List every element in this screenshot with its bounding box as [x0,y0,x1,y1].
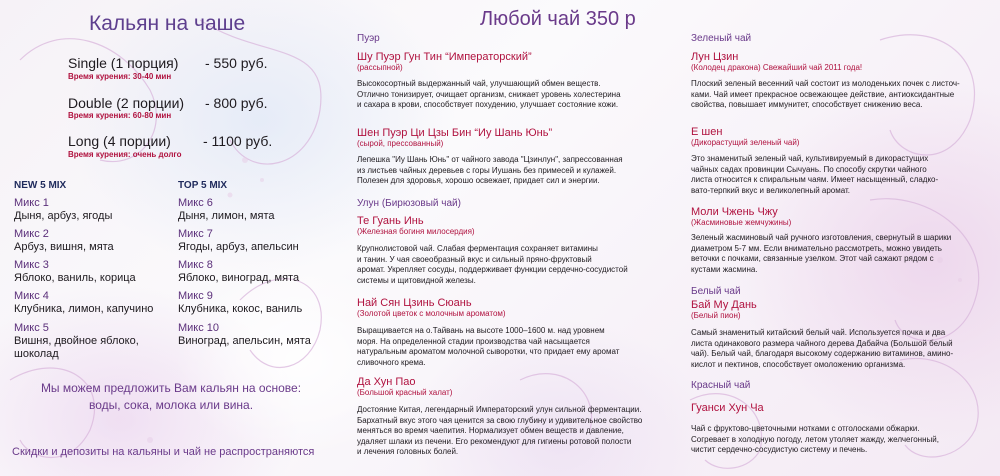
tea-subtitle: (Большой красный халат) [357,388,453,397]
new-mix-item-5 [14,322,139,361]
tea-name: Най Сян Цзинь Сюань [357,297,472,309]
tea-entry-e-shen [691,126,981,196]
category-white: Белый чай [691,286,741,297]
description-line: Чай с фруктово-цветочными нотками с отголосками обжарки. [691,424,920,433]
mix-name: Микс 7 [178,228,213,240]
description-line: Плоский зеленый весенний чай состоит из молоденьких почек с листоч- [691,79,960,88]
description-line: сливочного крема. [357,357,426,367]
tea-description [357,79,662,111]
mix-name: Микс 10 [178,322,220,334]
mix-desc: Вишня, двойное яблоко, [14,335,139,347]
mix-desc: Арбуз, вишня, мята [14,241,114,253]
description-line: ками. Чай имеет прекрасное освежающее действие, антиоксидантные [691,89,955,99]
description-line: листа относится к спиральным чаям. Имеет насыщенный, сладко- [691,175,939,184]
category-puer: Пуэр [357,33,380,44]
tea-description [691,328,981,370]
description-line: Достояние Китая, легендарный Императорский улун сильной ферментации. [357,405,642,414]
tea-subtitle: (сырой, прессованный) [357,139,444,148]
offer-line-2: воды, сока, молока или вина. [88,398,254,412]
description-line: Самый знаменитый китайский белый чай. Используется почка и два [691,328,946,337]
description-line: кислот и пектинов, способствует омоложению организма. [691,359,906,369]
description-line: Отлично тонизирует, очищает организм, снижает уровень холестерина [357,89,621,99]
tea-name: Е шен [691,126,723,138]
description-line: системы и щитовидной железы. [357,275,476,285]
tea-description [357,326,662,368]
price-single-name: Single (1 порция) [68,55,179,71]
tea-entry-bai-mu-dan [691,299,981,370]
mix-desc: Ягоды, арбуз, апельсин [178,241,299,253]
description-line: вато-терпкий вкус и великолепный аромат. [691,185,851,195]
tea-name: Моли Чжень Чжу [691,206,778,218]
description-line: и сахара в крови, способствует похудению, улучшает состояние кожи. [357,100,619,109]
mix-desc: Дыня, лимон, мята [178,210,275,222]
tea-entry-nai-syan [357,297,662,368]
tea-description [357,405,662,458]
mix-desc: Яблоко, ваниль, корица [14,272,136,284]
tea-subtitle: (Жасминовые жемчужины) [691,218,792,227]
tea-description [691,233,981,275]
description-line: чай). Белый чай, благодаря высокому содержанию витаминов, амино- [691,349,954,358]
offer-text [26,380,316,414]
tea-entry-moli-chzhen-chzhu [691,206,981,275]
tea-name: Те Гуань Инь [357,215,424,227]
tea-subtitle: (Дикорастущий зеленый чай) [691,138,800,147]
top-mix-item-8 [178,259,299,285]
tea-name: Шен Пуэр Ци Цзы Бин “Иу Шань Юнь” [357,127,553,139]
new-mix-item-3 [14,259,136,285]
price-single-value: - 550 руб. [205,55,268,71]
price-double-value: - 800 руб. [205,95,268,111]
description-line: диаметром 5-7 мм. Если внимательно рассмотреть, можно увидеть [691,243,942,253]
tea-description [357,155,662,187]
top-mix-item-7 [178,228,299,254]
new-mix-heading: NEW 5 MIX [14,180,67,191]
description-line: аромат. Укрепляет сосуды, поддерживает функции сердечно-сосудистой [357,265,628,274]
price-long-name: Long (4 порции) [68,133,171,149]
description-line: натуральным ароматом молочной сыворотки, что придает ему аромат [357,347,620,356]
mix-name: Микс 5 [14,322,49,334]
description-line: Высокосортный выдержанный чай, улучшающий обмен веществ. [357,79,601,88]
new-mix-item-2 [14,228,114,254]
description-line: и лечения головных болей. [357,447,459,456]
description-line: Крупнолистовой чай. Слабая ферментация сохраняет витамины [357,244,598,253]
description-line: удаляет шлаки из печени. Его рекомендуют для гигиены ротовой полости [357,436,632,446]
description-line: Это знаменитый зеленый чай, культивируемый в дикорастущих [691,154,929,163]
mix-name: Микс 6 [178,197,213,209]
mix-name: Микс 1 [14,197,49,209]
tea-entry-lun-czin [691,51,981,111]
mix-name: Микс 9 [178,290,213,302]
tea-subtitle: (рассыпной) [357,63,403,72]
tea-entry-da-hun-pao [357,376,662,458]
description-line: Лепешка "Иу Шань Юнь" от чайного завода "Цзинлун", запрессованная [357,155,623,164]
tea-entry-guansi-hun-cha [691,402,981,456]
tea-description [691,154,981,196]
tea-description [691,424,981,456]
tea-description [357,244,662,286]
price-double-time: Время курения: 60-80 мин [68,111,172,120]
category-green: Зеленый чай [691,33,752,44]
price-long-value: - 1100 руб. [203,133,273,149]
new-mix-item-4 [14,290,153,316]
tea-subtitle: (Железная богиня милосердия) [357,227,475,236]
description-line: Согревает в холодную погоду, летом утоляет жажду, желчегонный, [691,434,939,444]
tea-subtitle: (Колодец дракона) Свежайший чай 2011 года! [691,63,863,72]
top-mix-item-10 [178,322,311,348]
top-mix-item-9 [178,290,302,316]
tea-subtitle: (Белый пион) [691,311,741,320]
tea-entry-shen-puer [357,127,662,187]
mix-name: Микс 2 [14,228,49,240]
discount-note: Скидки и депозиты на кальяны и чай не распространяются [12,446,315,458]
category-red: Красный чай [691,380,751,391]
mix-desc: Клубника, лимон, капучино [14,303,154,315]
description-line: меняться во время чаепития. Нормализует обмен веществ и давление, [357,426,624,435]
tea-name: Шу Пуэр Гун Тин “Императорский” [357,51,532,63]
tea-name: Да Хун Пао [357,376,416,388]
mix-desc-continued: шоколад [14,348,59,360]
top-mix-item-6 [178,197,274,223]
tea-subtitle: (Золотой цветок с молочным ароматом) [357,309,506,318]
mix-name: Микс 4 [14,290,49,302]
mix-name: Микс 8 [178,259,213,271]
description-line: Полезен для здоровья, хорошо освежает, придает сил и энергии. [357,176,600,185]
mix-desc: Клубника, кокос, ваниль [178,303,303,315]
mix-desc: Дыня, арбуз, ягоды [14,210,113,222]
description-line: из листьев чайных деревьев с горы Иушань без примесей и кулажей. [357,165,617,175]
mix-desc: Яблоко, виноград, мята [178,272,300,284]
tea-menu-title: Любой чай 350 р [480,8,636,30]
price-single-time: Время курения: 30-40 мин [68,72,172,81]
mix-name: Микс 3 [14,259,49,271]
description-line: листа одинакового размера чайного дерева Дабайча (Большой белый [691,338,953,348]
new-mix-item-1 [14,197,112,223]
mix-desc: Виноград, апельсин, мята [178,335,311,347]
top-mix-heading: TOP 5 MIX [178,180,228,191]
description-line: моря. На определенной стадии производства чай насыщается [357,336,590,346]
hookah-title: Кальян на чаше [89,12,246,35]
description-line: и танин. У чая своеобразный вкус и сильный пряно-фруктовый [357,254,592,264]
description-line: Бархатный вкус этого чая ценится за свою глубину и удивительное свойство [357,415,643,425]
price-double-name: Double (2 порции) [68,95,185,111]
tea-entry-te-guan-yin [357,215,662,286]
description-line: свойства, повышает иммунитет, способствует снижению веса. [691,100,923,109]
tea-description [691,79,981,111]
tea-name: Лун Цзин [691,51,739,63]
category-ulun: Улун (Бирюзовый чай) [357,198,461,209]
tea-name: Бай Му Дань [691,299,757,311]
description-line: чайных садах провинции Сычуань. По способу скрутки чайного [691,164,927,174]
offer-line-1: Мы можем предложить Вам кальян на основе: [40,381,302,395]
description-line: Выращивается на о.Тайвань на высоте 1000–1600 м. над уровнем [357,326,605,335]
description-line: веточки с почками, связанные узелком. Этот чай сажают рядом с [691,254,934,263]
tea-entry-shu-puer [357,51,662,111]
description-line: чистит сердечно-сосудистую систему и печень. [691,445,868,454]
price-long-time: Время курения: очень долго [68,150,182,159]
tea-name: Гуанси Хун Ча [691,402,764,414]
description-line: Зеленый жасминовый чай ручного изготовления, свернутый в шарики [691,233,952,242]
description-line: кустами жасмина. [691,264,758,274]
